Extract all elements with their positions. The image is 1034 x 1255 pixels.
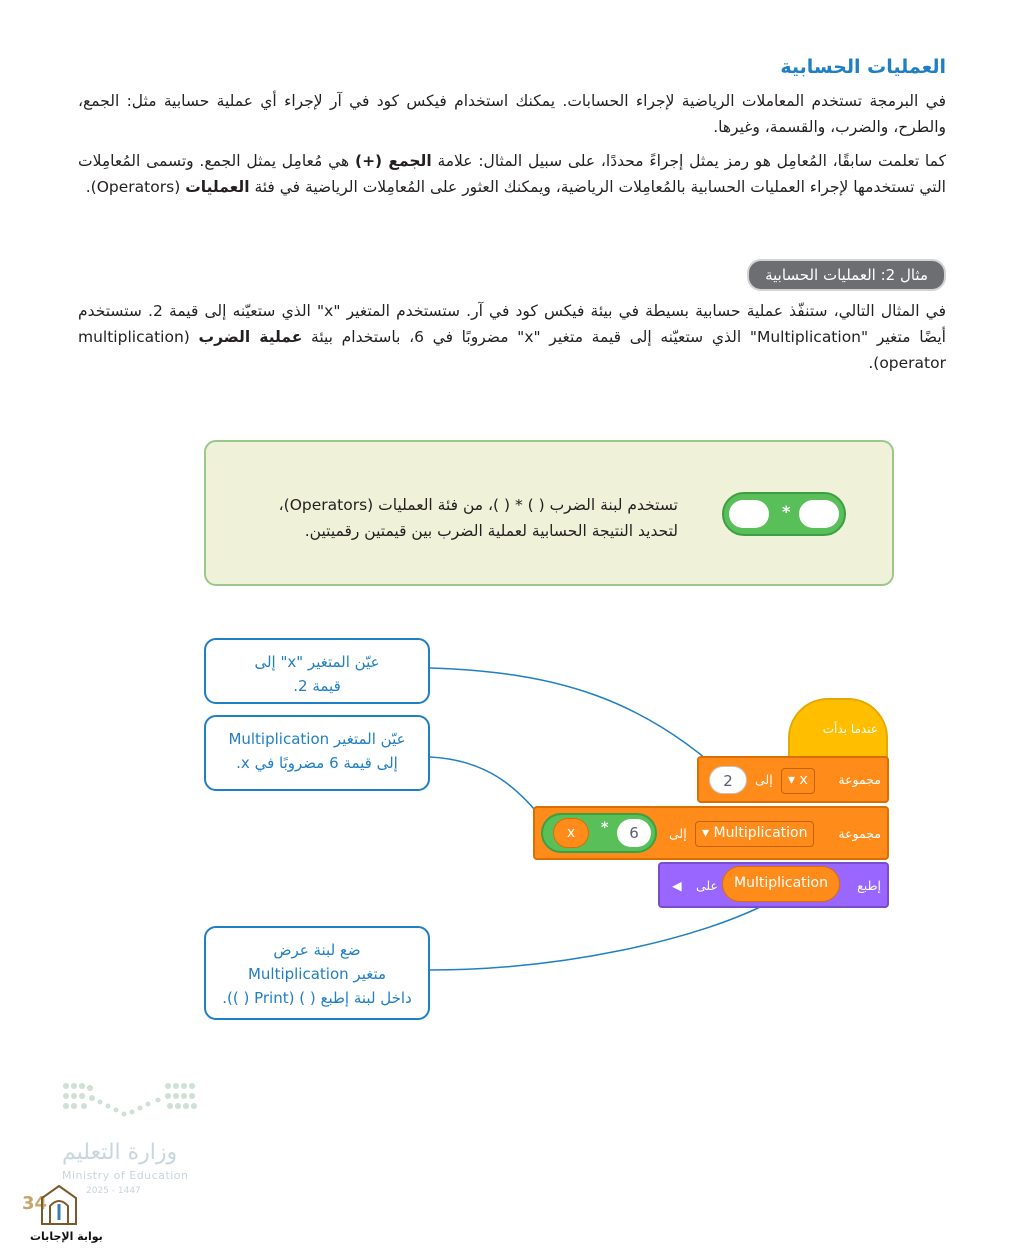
print-label: إطبع xyxy=(857,878,881,893)
callout-print-block xyxy=(204,926,430,1020)
callout3-line1: ضع لبنة عرض xyxy=(273,941,361,959)
watermark-text: بوابة الإجابات xyxy=(30,1230,103,1243)
callout1-line2: قيمة 2. xyxy=(293,677,341,695)
connector-line-2 xyxy=(430,757,548,826)
page-number: 34 xyxy=(22,1193,48,1214)
multiply-symbol: * xyxy=(782,502,791,521)
para3-text-c: (multiplication operator). xyxy=(78,328,946,372)
to-label: إلى xyxy=(669,826,687,841)
set-mult-label: مجموعة xyxy=(838,826,881,841)
set-x-label: مجموعة xyxy=(838,772,881,787)
callout3-line3: داخل لبنة إطبع ( ) (Print ( )). xyxy=(222,989,412,1007)
x-variable-label: x xyxy=(799,772,808,788)
callout1-line1: عيّن المتغير "x" إلى xyxy=(254,653,380,671)
para2-bold-operators: العمليات xyxy=(185,178,250,196)
on-label: على xyxy=(696,878,719,893)
when-started-hat-block[interactable] xyxy=(788,698,888,760)
multiplication-variable-label: Multiplication xyxy=(713,825,808,841)
watermark-logo-icon xyxy=(36,1184,82,1228)
value-6-input[interactable]: 6 xyxy=(617,819,651,847)
callout3-line2: متغير Multiplication xyxy=(247,965,387,983)
chevron-down-icon: ▾ xyxy=(702,825,710,841)
para2-text-c: هي مُعامِل يمثل الجمع. وتسمى المُعامِلات التي تستخدمها لإجراء العمليات الحسابية بالمُعامِلات الرياضية، ويمكنك العثور على المُعامِلات الرياضية في فئة xyxy=(78,152,946,196)
operator-info-line2: لتحديد النتيجة الحسابية لعملية الضرب بين قيمتين رقميتين. xyxy=(304,522,678,540)
callout2-line2: إلى قيمة 6 مضروبًا في x. xyxy=(236,754,398,772)
section-title: العمليات الحسابية xyxy=(780,56,946,78)
multiply-symbol: * xyxy=(601,820,609,836)
para3-bold-multiplication: عملية الضرب xyxy=(198,328,303,346)
callout2-line1: عيّن المتغير Multiplication xyxy=(228,730,406,748)
multiply-operator-reporter[interactable] xyxy=(541,813,657,853)
para2-text-a: كما تعلمت سابقًا، المُعامِل هو رمز يمثل إجراءً محددًا، على سبيل المثال: علامة xyxy=(431,152,946,170)
para2-bold-plus: الجمع (+) xyxy=(354,152,432,170)
intro-paragraph: في البرمجة تستخدم المعاملات الرياضية لإجراء الحسابات. يمكنك استخدام فيكس كود في آر لإجراء أي عملية حسابية مثل: الجمع، والطرح، والضرب، والقسمة، وغيرها. xyxy=(78,92,946,136)
to-label: إلى xyxy=(755,772,773,787)
chevron-down-icon: ▾ xyxy=(788,772,796,788)
ministry-name-english: Ministry of Education xyxy=(62,1169,189,1182)
ministry-years: 2025 - 1447 xyxy=(86,1186,141,1196)
para2-text-e: (Operators). xyxy=(85,178,186,196)
x-variable-reporter[interactable]: x xyxy=(553,818,589,848)
para3-text-a: في المثال التالي، ستنفّذ عملية حسابية بسيطة في بيئة فيكس كود في آر. ستستخدم المتغير "x" الذي ستعيّنه إلى قيمة 2. ستستخدم أيضًا متغير "Multiplication" الذي ستعيّنه إلى قيمة متغير "x" مضروبًا في 6، باستخدام بيئة xyxy=(78,302,946,346)
callout-set-x xyxy=(204,638,430,704)
operator-info-line1: تستخدم لبنة الضرب ( ) * ( )، من فئة العمليات (Operators)، xyxy=(278,496,678,514)
multiplication-variable-reporter[interactable]: Multiplication xyxy=(722,866,840,902)
connector-line-3 xyxy=(430,900,774,970)
arrow-left-icon: ◀ xyxy=(672,878,682,893)
callout-set-multiplication xyxy=(204,715,430,791)
ministry-name-arabic: وزارة التعليم xyxy=(62,1140,178,1165)
set-x-block[interactable] xyxy=(697,756,889,803)
value-2-input[interactable]: 2 xyxy=(709,766,747,794)
connector-line-1 xyxy=(430,668,724,774)
multiplication-variable-dropdown[interactable] xyxy=(695,821,814,847)
example-label: مثال 2: العمليات الحسابية xyxy=(747,259,946,291)
x-variable-dropdown[interactable] xyxy=(781,768,815,794)
hat-label: عندما بدأت xyxy=(822,722,878,736)
